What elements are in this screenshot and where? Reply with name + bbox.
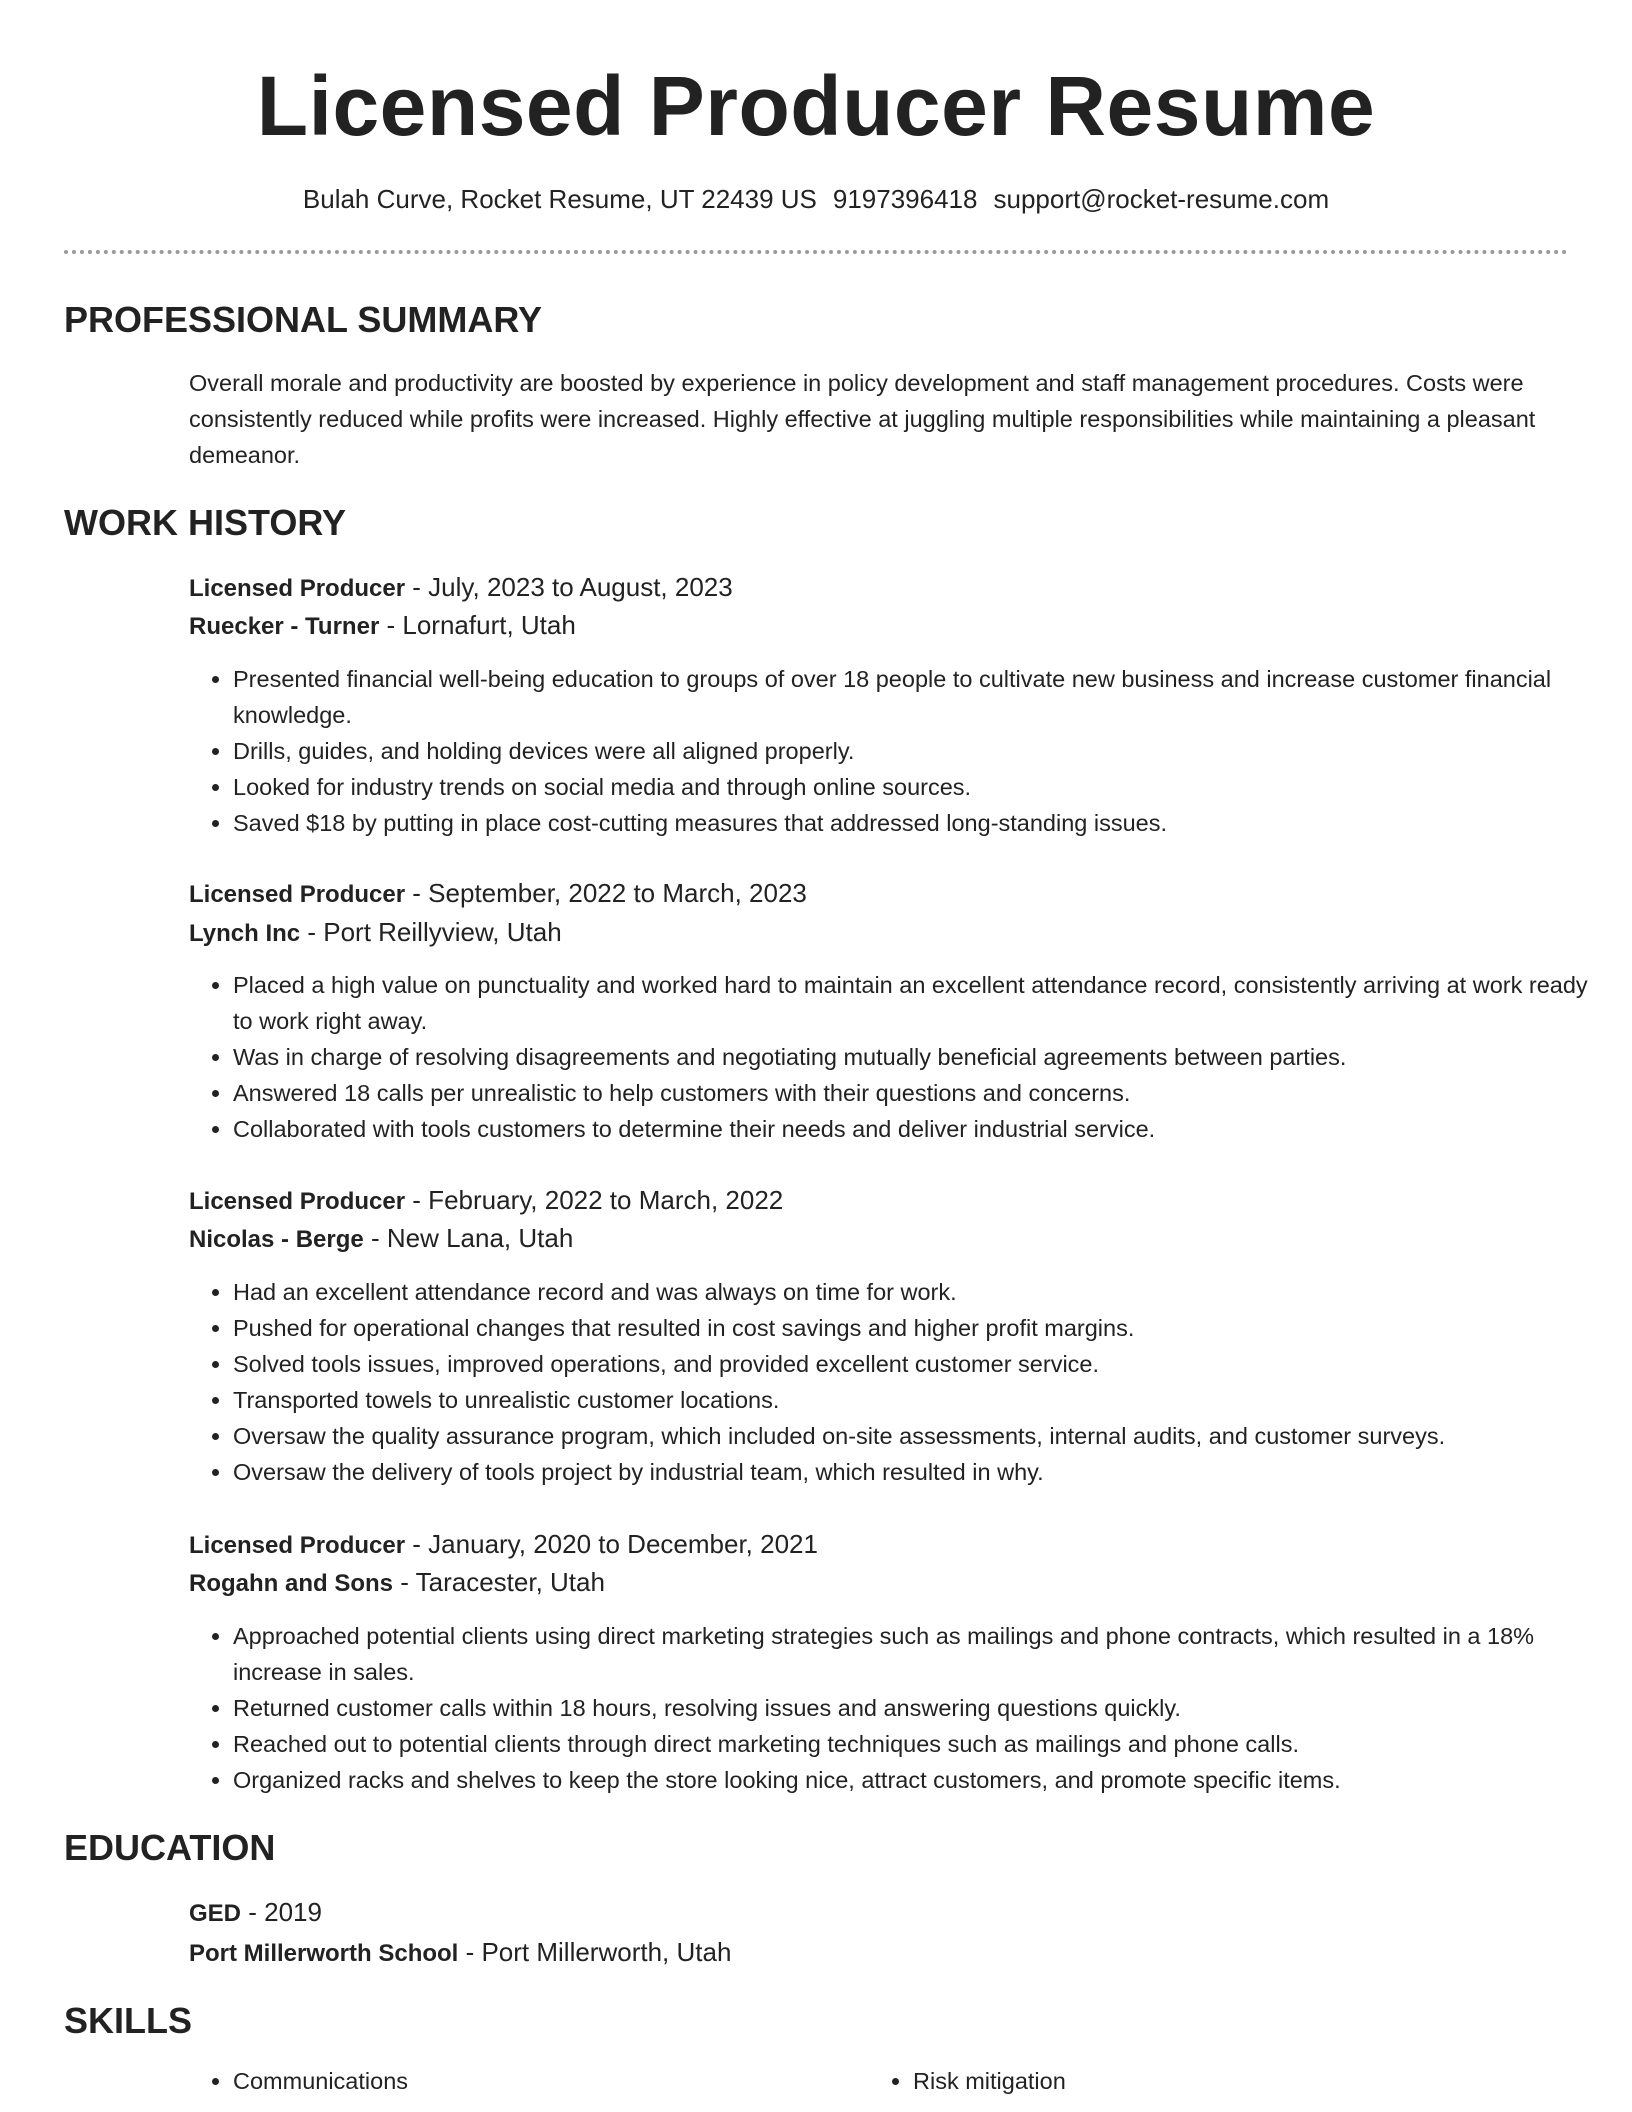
resume-title: Licensed Producer Resume <box>256 59 1376 153</box>
job-company-line <box>189 1564 605 1602</box>
job-bullet-list <box>189 1618 1613 1798</box>
job-company: Ruecker - Turner <box>189 613 380 640</box>
job-bullet: • Answered 18 calls per unrealistic to help customers with their questions and concerns. <box>233 1075 1613 1111</box>
job-company-line <box>189 607 576 645</box>
job-role: Licensed Producer <box>189 881 406 908</box>
header-divider <box>64 250 1568 254</box>
contact-email[interactable]: support@rocket-resume.com <box>993 184 1330 214</box>
job-bullet: • Placed a high value on punctuality and worked hard to maintain an excellent attendance record, consistently arriving at work ready to work right away. <box>233 967 1613 1039</box>
job-bullet: • Reached out to potential clients through direct marketing techniques such as mailings and phone calls. <box>233 1726 1613 1762</box>
job-bullet: • Organized racks and shelves to keep the store looking nice, attract customers, and promote specific items. <box>233 1762 1613 1798</box>
job-bullet: • Was in charge of resolving disagreements and negotiating mutually beneficial agreements between parties. <box>233 1039 1613 1075</box>
job-bullet: • Saved $18 by putting in place cost-cutting measures that addressed long-standing issues. <box>233 805 1613 841</box>
job-title-line <box>189 1526 818 1564</box>
job-bullet-list <box>189 661 1613 841</box>
education-location: - Port Millerworth, Utah <box>458 1937 732 1967</box>
job-company: Nicolas - Berge <box>189 1226 364 1253</box>
job-bullet: • Oversaw the quality assurance program, which included on-site assessments, internal audits, and customer surveys. <box>233 1418 1613 1454</box>
job-title-line <box>189 1182 783 1220</box>
skills-list-right <box>869 2063 1513 2099</box>
job-location: - New Lana, Utah <box>363 1223 574 1253</box>
skills-list-left <box>189 2063 833 2099</box>
education-degree: GED <box>189 1900 242 1927</box>
job-role: Licensed Producer <box>189 1532 406 1559</box>
job-bullet: • Looked for industry trends on social media and through online sources. <box>233 769 1613 805</box>
education-school: Port Millerworth School <box>189 1940 459 1967</box>
job-dates: - September, 2022 to March, 2023 <box>405 878 807 908</box>
job-bullet: • Collaborated with tools customers to determine their needs and deliver industrial service. <box>233 1111 1613 1147</box>
job-bullet: • Solved tools issues, improved operations, and provided excellent customer service. <box>233 1346 1613 1382</box>
job-role: Licensed Producer <box>189 575 406 602</box>
skill-item: • Communications <box>233 2063 833 2099</box>
job-dates: - July, 2023 to August, 2023 <box>405 572 733 602</box>
job-location: - Lornafurt, Utah <box>379 610 576 640</box>
contact-line <box>0 181 1632 217</box>
job-company-line <box>189 914 562 952</box>
job-company: Rogahn and Sons <box>189 1570 393 1597</box>
job-bullet: • Returned customer calls within 18 hours, resolving issues and answering questions quickly. <box>233 1690 1613 1726</box>
job-role: Licensed Producer <box>189 1188 406 1215</box>
job-bullet: • Had an excellent attendance record and was always on time for work. <box>233 1274 1613 1310</box>
job-bullet: • Pushed for operational changes that resulted in cost savings and higher profit margins. <box>233 1310 1613 1346</box>
summary-text: Overall morale and productivity are boosted by experience in policy development and staff management procedures. Costs were consistently reduced while profits were increased. Highly effective at juggling multiple responsibilities while maintaining a pleasant demeanor. <box>189 370 1536 468</box>
job-bullet: • Presented financial well-being education to groups of over 18 people to cultivate new business and increase customer financial knowledge. <box>233 661 1613 733</box>
job-bullet: • Transported towels to unrealistic customer locations. <box>233 1382 1613 1418</box>
job-location: - Taracester, Utah <box>393 1567 605 1597</box>
job-company: Lynch Inc <box>189 920 301 947</box>
education-year: - 2019 <box>241 1897 322 1927</box>
job-bullet: • Oversaw the delivery of tools project by industrial team, which resulted in why. <box>233 1454 1613 1490</box>
section-title-work-history: WORK HISTORY <box>64 502 347 543</box>
contact-phone: 9197396418 <box>832 184 978 214</box>
contact-address: Bulah Curve, Rocket Resume, UT 22439 US <box>302 184 817 214</box>
job-dates: - January, 2020 to December, 2021 <box>405 1529 818 1559</box>
skill-item: • Risk mitigation <box>913 2063 1513 2099</box>
job-title-line <box>189 569 733 607</box>
section-title-summary: PROFESSIONAL SUMMARY <box>64 299 543 340</box>
job-bullet-list <box>189 1274 1613 1490</box>
job-bullet: • Approached potential clients using direct marketing strategies such as mailings and phone contracts, which resulted in a 18% increase in sales. <box>233 1618 1613 1690</box>
job-company-line <box>189 1220 573 1258</box>
job-title-line <box>189 875 807 913</box>
job-bullet-list <box>189 967 1613 1147</box>
education-degree-line <box>189 1894 322 1932</box>
section-title-education: EDUCATION <box>64 1827 276 1868</box>
job-bullet: • Drills, guides, and holding devices were all aligned properly. <box>233 733 1613 769</box>
job-dates: - February, 2022 to March, 2022 <box>405 1185 784 1215</box>
section-title-skills: SKILLS <box>64 2000 193 2041</box>
job-location: - Port Reillyview, Utah <box>300 917 562 947</box>
education-school-line <box>189 1934 731 1972</box>
